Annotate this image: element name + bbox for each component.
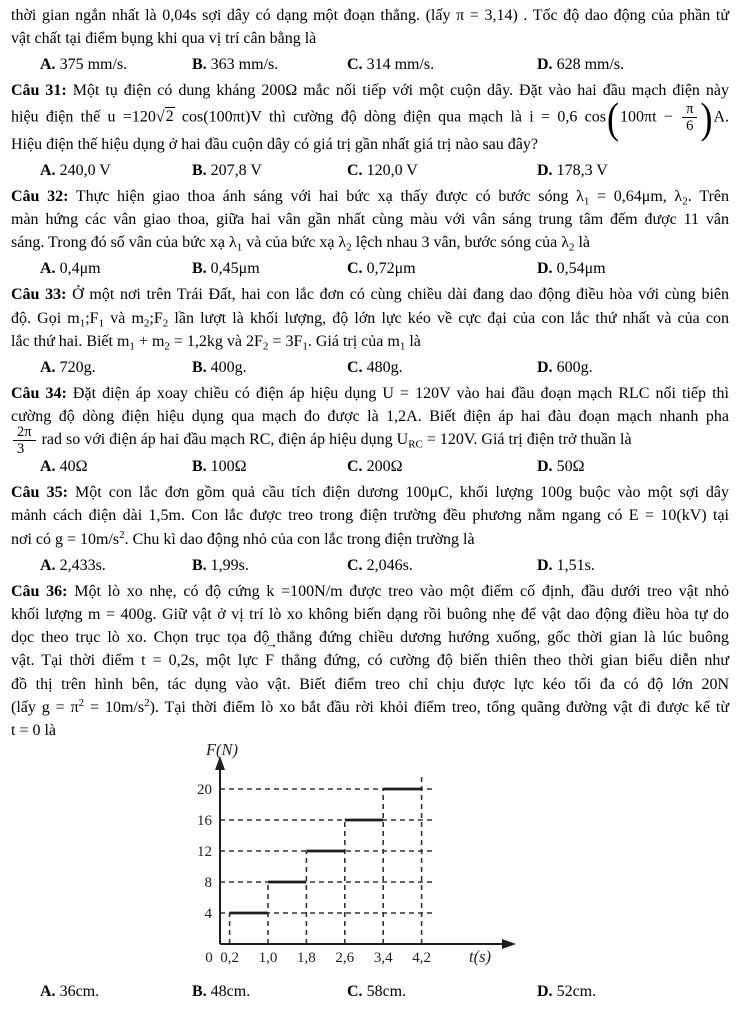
- text-line: [11, 626, 729, 649]
- subscript: 2: [164, 340, 170, 353]
- text-line: [11, 696, 729, 719]
- option-letter: A.: [40, 983, 56, 1001]
- fraction: [682, 101, 697, 134]
- text-line: [11, 208, 729, 231]
- text-run: và của bức xạ λ: [242, 234, 347, 252]
- option-b: [192, 551, 347, 580]
- option-letter: D.: [537, 161, 553, 179]
- option-letter: A.: [40, 161, 56, 179]
- y-axis-label: F(N): [205, 744, 239, 760]
- question-36-options: [11, 977, 729, 1006]
- option-c: [347, 353, 537, 382]
- option-letter: A.: [40, 359, 56, 377]
- text-run: lắc thứ hai. Biết m: [11, 332, 130, 350]
- option-letter: C.: [347, 161, 363, 179]
- superscript: 2: [78, 696, 85, 709]
- option-letter: B.: [192, 983, 207, 1001]
- text-line: [11, 133, 729, 156]
- text-run: là: [405, 332, 421, 350]
- option-letter: B.: [192, 161, 207, 179]
- option-letter: C.: [347, 260, 363, 278]
- document-content: [11, 4, 729, 1006]
- subscript: 1: [79, 317, 86, 330]
- option-letter: B.: [192, 56, 207, 74]
- text-run: thời gian ngắn nhất là 0,04s sợi dây có dạng một đoạn thẳng. (lấy π = 3,14) . Tốc độ dao động của phần tử: [11, 7, 729, 24]
- text-run: rad so với điện áp hai đầu mạch RC, điện áp hiệu dụng U: [37, 431, 409, 449]
- option-letter: C.: [347, 56, 363, 74]
- option-value: 0,54μm: [552, 260, 606, 278]
- text-line: [11, 481, 729, 504]
- option-a: [40, 353, 192, 382]
- text-line: [11, 382, 729, 405]
- force-time-graph: [182, 744, 729, 977]
- option-value: 36cm.: [55, 983, 100, 1001]
- question-number: Câu 36:: [11, 582, 68, 600]
- option-d: [537, 452, 729, 481]
- text-line: [11, 580, 729, 603]
- text-run: dọc theo trục lò xo. Chọn trục tọa độ thẳng đứng chiều dương hướng xuống, gốc thời gian là lúc buông: [11, 629, 729, 647]
- option-c: [347, 977, 537, 1006]
- question-34: [11, 382, 729, 458]
- subscript: 1: [583, 195, 590, 208]
- subscript: RC: [408, 438, 423, 451]
- subscript: 1: [302, 340, 308, 353]
- option-d: [537, 551, 729, 580]
- option-value: 0,45μm: [206, 260, 260, 278]
- option-letter: C.: [347, 359, 363, 377]
- text-line: [11, 283, 729, 306]
- question-32-options: [11, 254, 729, 283]
- question-30-options: [11, 50, 729, 79]
- question-34-options: [11, 452, 729, 481]
- option-d: [537, 353, 729, 382]
- option-value: 200Ω: [362, 458, 403, 476]
- option-c: [347, 156, 537, 185]
- option-b: [192, 156, 347, 185]
- text-line: [11, 673, 729, 696]
- option-value: 720g.: [55, 359, 96, 377]
- option-letter: A.: [40, 556, 56, 574]
- option-value: 1,51s.: [552, 556, 595, 574]
- x-tick-label: 4,2: [412, 950, 431, 967]
- option-value: 1,99s.: [206, 556, 249, 574]
- x-tick-label: 3,4: [373, 950, 393, 967]
- text-line: [11, 4, 729, 27]
- option-b: [192, 977, 347, 1006]
- option-d: [537, 254, 729, 283]
- option-value: 120,0 V: [362, 161, 418, 179]
- text-run: ;F: [85, 309, 99, 327]
- option-letter: C.: [347, 556, 363, 574]
- option-value: 48cm.: [206, 983, 251, 1001]
- option-d: [537, 156, 729, 185]
- x-tick-label: 2,6: [335, 950, 355, 967]
- text-line: [11, 307, 729, 330]
- fraction-numerator: 2π: [17, 424, 32, 441]
- option-a: [40, 156, 192, 185]
- text-run: vật. Tại thời điểm t = 0,2s, một lực: [11, 652, 266, 670]
- x-tick-label: 0,2: [220, 950, 239, 967]
- text-run: 100πt −: [619, 108, 681, 126]
- option-letter: D.: [537, 983, 553, 1001]
- option-b: [192, 254, 347, 283]
- option-c: [347, 254, 537, 283]
- text-run: màn hứng các vân giao thoa, giữa hai vân gần nhất cùng màu với vân sáng trung tâm đếm được 11 vân: [11, 211, 729, 229]
- fraction-denominator: 3: [13, 440, 36, 457]
- option-value: 600g.: [552, 359, 593, 377]
- text-line: [11, 79, 729, 102]
- option-d: [537, 50, 729, 79]
- option-value: 0,4μm: [55, 260, 101, 278]
- option-letter: D.: [537, 260, 553, 278]
- text-run: cos(100πt)V thì cường độ dòng điện qua mạch là i = 0,6 cos: [174, 108, 606, 126]
- option-letter: A.: [40, 56, 56, 74]
- option-value: 363 mm/s.: [206, 56, 279, 74]
- question-number: Câu 32:: [11, 187, 69, 205]
- option-value: 58cm.: [362, 983, 407, 1001]
- text-run: Đặt điện áp xoay chiều có điện áp hiệu dụng U = 120V vào hai đầu đoạn mạch RLC nối tiếp thì: [66, 385, 729, 403]
- option-value: 400g.: [206, 359, 247, 377]
- text-line: [11, 649, 729, 672]
- option-value: 628 mm/s.: [552, 56, 625, 74]
- text-run: cường độ dòng điện hiệu dụng qua mạch đo được là 1,2A. Biết điện áp hai đàu đoạn mạch nhanh pha: [11, 408, 729, 426]
- text-run: lần lượt là khối lượng, độ lớn lực kéo về cực đại của con lắc thứ nhất và của con: [168, 309, 730, 327]
- fraction: [13, 424, 36, 457]
- question-31: [11, 79, 729, 155]
- option-letter: C.: [347, 458, 363, 476]
- question-35-options: [11, 551, 729, 580]
- option-value: 2,046s.: [362, 556, 413, 574]
- option-letter: B.: [192, 260, 207, 278]
- subscript: 1: [98, 317, 105, 330]
- superscript: 2: [119, 528, 125, 541]
- text-run: Một lò xo nhẹ, có độ cứng k =100N/m được treo vào một điểm cố định, đầu dưới treo vật nhỏ: [67, 582, 730, 600]
- text-run: thẳng đứng, có cường độ biến thiên theo thời gian biểu diễn như: [274, 652, 729, 670]
- option-a: [40, 50, 192, 79]
- y-tick-label: 4: [204, 906, 212, 923]
- option-a: [40, 452, 192, 481]
- fraction-denominator: 6: [682, 117, 697, 134]
- option-value: 50Ω: [552, 458, 585, 476]
- x-tick-label: 1,8: [297, 950, 316, 967]
- option-letter: D.: [537, 359, 553, 377]
- text-run: ). Tại thời điểm lò xo bắt đầu rời khỏi điểm treo, tổng quãng đường vật đi được kể từ: [149, 698, 730, 716]
- text-run: nơi có g = 10m/s: [11, 530, 120, 548]
- text-run: = 10m/s: [84, 698, 145, 716]
- option-value: 480g.: [362, 359, 403, 377]
- subscript: 1: [399, 340, 406, 353]
- option-letter: D.: [537, 56, 553, 74]
- text-line: [11, 405, 729, 428]
- text-run: . Chu kì dao động nhỏ của con lắc trong điện trường là: [124, 530, 475, 548]
- option-letter: B.: [192, 458, 207, 476]
- sqrt-radicand: 2: [165, 108, 174, 126]
- text-run: . Trên: [687, 187, 730, 205]
- option-b: [192, 353, 347, 382]
- option-b: [192, 452, 347, 481]
- text-run: lệch nhau 3 vân, bước sóng của λ: [351, 234, 569, 252]
- question-33: [11, 283, 729, 353]
- option-value: 100Ω: [206, 458, 247, 476]
- question-31-options: [11, 156, 729, 185]
- subscript: 2: [346, 241, 352, 254]
- y-tick-label: 20: [197, 782, 212, 799]
- question-number: Câu 34:: [11, 385, 67, 403]
- option-a: [40, 254, 192, 283]
- text-run: . Giá trị của m: [307, 332, 400, 350]
- text-run: = 120V. Giá trị điện trở thuần là: [422, 431, 632, 449]
- text-run: vật chất tại điểm bụng khi qua vị trí cân bằng là: [11, 30, 317, 48]
- text-line: [11, 185, 729, 208]
- axes: [215, 756, 516, 949]
- option-letter: D.: [537, 458, 553, 476]
- text-run: A.: [713, 108, 730, 126]
- subscript: 1: [129, 340, 135, 353]
- question-number: Câu 35:: [11, 484, 68, 502]
- option-c: [347, 551, 537, 580]
- text-run: (lấy g = π: [11, 698, 79, 716]
- option-value: 0,72μm: [362, 260, 416, 278]
- subscript: 2: [162, 317, 169, 330]
- option-value: 2,433s.: [55, 556, 106, 574]
- text-run: mảnh cách điện dài 1,5m. Con lắc được treo trong điện trường đều phương nằm ngang có E = 10(kV) tại: [11, 507, 729, 525]
- text-run: độ. Gọi m: [11, 309, 80, 327]
- question-35: [11, 481, 729, 551]
- text-line: [11, 719, 729, 742]
- text-line: [11, 504, 729, 527]
- option-letter: A.: [40, 260, 56, 278]
- question-number: Câu 33:: [11, 286, 67, 304]
- option-a: [40, 551, 192, 580]
- subscript: 1: [236, 241, 243, 254]
- text-run: = 1,2kg và 2F: [169, 332, 263, 350]
- text-run: ;F: [149, 309, 163, 327]
- option-c: [347, 50, 537, 79]
- text-line: [11, 330, 729, 353]
- fraction-numerator: π: [686, 101, 694, 118]
- y-tick-labels: [197, 782, 213, 922]
- option-value: 207,8 V: [206, 161, 262, 179]
- text-run: Hiệu điện thế hiệu dụng ở hai đầu cuộn dây có giá trị gần nhất giá trị nào sau đây?: [11, 135, 538, 153]
- x-tick-label: 0: [205, 950, 213, 967]
- text-run: và m: [104, 309, 144, 327]
- text-run: sáng. Trong đó số vân của bức xạ λ: [11, 234, 237, 252]
- question-36: [11, 580, 729, 742]
- big-paren: (: [606, 93, 619, 142]
- option-value: 314 mm/s.: [362, 56, 435, 74]
- option-letter: B.: [192, 556, 207, 574]
- x-axis-arrow: [502, 939, 516, 949]
- question-32: [11, 185, 729, 255]
- question-30-continuation: [11, 4, 729, 50]
- x-tick-labels: [205, 950, 431, 966]
- option-a: [40, 977, 192, 1006]
- y-tick-label: 12: [197, 844, 212, 861]
- subscript: 2: [568, 241, 575, 254]
- text-line: [11, 231, 729, 254]
- force-time-chart: [182, 744, 527, 972]
- text-line: [11, 27, 729, 50]
- subscript: 2: [682, 195, 688, 208]
- superscript: 2: [144, 696, 150, 709]
- text-run: là: [574, 234, 591, 252]
- option-letter: C.: [347, 983, 363, 1001]
- text-line: [11, 424, 729, 458]
- option-value: 178,3 V: [552, 161, 608, 179]
- option-letter: D.: [537, 556, 553, 574]
- option-value: 52cm.: [552, 983, 597, 1001]
- text-run: hiệu điện thế u =120√: [11, 108, 165, 126]
- option-value: 40Ω: [55, 458, 88, 476]
- subscript: 2: [262, 340, 269, 353]
- question-33-options: [11, 353, 729, 382]
- text-run: Thực hiện giao thoa ánh sáng với hai bức xạ thấy được có bước sóng λ: [68, 187, 584, 205]
- text-run: Một con lắc đơn gồm quả cầu tích điện dương 100μC, khối lượng 100g buộc vào một sợi dây: [67, 484, 730, 502]
- text-line: [11, 603, 729, 626]
- option-value: 240,0 V: [55, 161, 111, 179]
- text-line: [11, 528, 729, 551]
- option-c: [347, 452, 537, 481]
- question-number: Câu 31:: [11, 82, 67, 100]
- y-tick-label: 8: [204, 875, 212, 892]
- x-axis-label: t(s): [469, 947, 491, 967]
- option-letter: A.: [40, 458, 56, 476]
- text-run: t = 0 là: [11, 722, 57, 740]
- x-tick-label: 1,0: [258, 950, 278, 967]
- text-run: Một tụ điện có dung kháng 200Ω mắc nối tiếp với một cuộn dây. Đặt vào hai đầu mạch điện này: [66, 82, 730, 100]
- vector-symbol: → F: [265, 649, 274, 672]
- text-run: khối lượng m = 400g. Giữ vật ở vị trí lò xo không biến dạng rồi buông nhẹ để vật dao động điều hòa tự do: [11, 606, 729, 624]
- option-d: [537, 977, 729, 1006]
- option-letter: B.: [192, 359, 207, 377]
- option-b: [192, 50, 347, 79]
- text-run: + m: [134, 332, 165, 350]
- option-value: 375 mm/s.: [55, 56, 128, 74]
- text-run: = 3F: [268, 332, 303, 350]
- subscript: 2: [143, 317, 150, 330]
- text-line: [11, 93, 730, 142]
- vertical-gridlines: [230, 775, 422, 944]
- y-tick-label: 16: [197, 813, 212, 830]
- big-paren: ): [700, 93, 713, 142]
- text-run: Ở một nơi trên Trái Đất, hai con lắc đơn có cùng chiều dài đang dao động điều hòa với cùng biên: [66, 286, 730, 304]
- text-run: đồ thị trên hình bên, tác dụng vào vật. Biết điểm treo chỉ chịu được lực kéo tối đa có độ lớn 20N: [11, 675, 729, 693]
- text-run: = 0,64μm, λ: [589, 187, 683, 205]
